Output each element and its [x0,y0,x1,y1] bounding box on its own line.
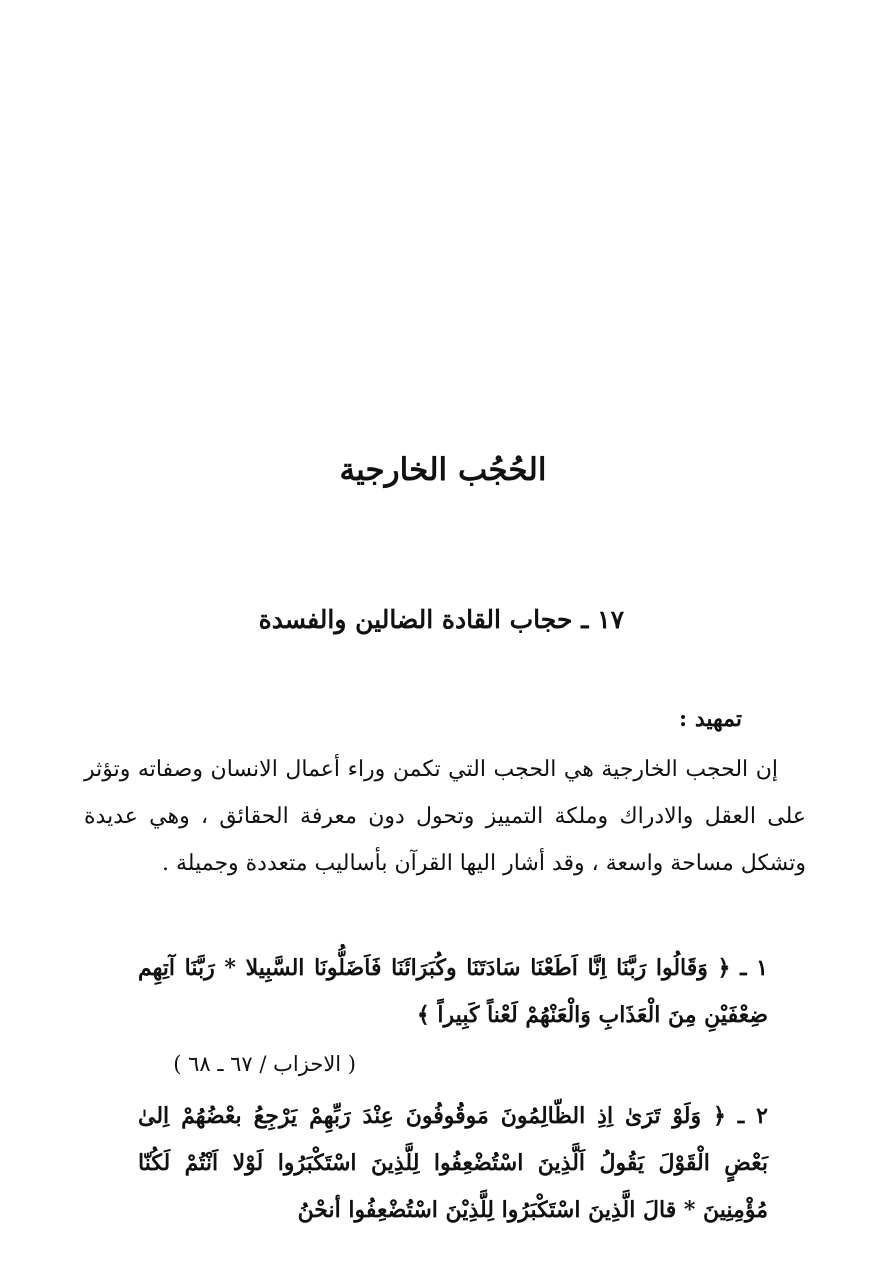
intro-paragraph-text: إن الحجب الخارجية هي الحجب التي تكمن وراء أعمال الانسان وصفاته وتؤثر على العقل والادراك وملكة التمييز وتحول دون معرفة الحقائق ، وهي عديدة وتشكل مساحة واسعة ، وقد أشار اليها القرآن بأساليب متعددة وجميلة . [84,757,806,876]
intro-label: تمهيد : [679,706,742,732]
section-heading: ١٧ ـ حجاب القادة الضالين والفسدة [258,605,624,634]
intro-paragraph [84,746,806,887]
verse-reference: ( الاحزاب / ٦٧ ـ ٦٨ ) [173,1052,356,1076]
main-heading: الحُجُب الخارجية [339,452,547,488]
quran-verse-2: ٢ ـ ﴿ وَلَوْ تَرَىٰ اِذِ الظّالِمُونَ مَوقُوفُونَ عِنْدَ رَبِّهِمْ يَرْجِعُ بعْضُهُمْ اِلىٰ بَعْضٍ الْقَوْلَ يَقُولُ اَلَّذِينَ اسْتُضْعِفُوا لِلَّذِينَ اسْتَكْبَرُوا لَوْلا اَنْتُمْ لَكُنّا مُؤْمِنِينَ * قالَ الَّذِينَ اسْتَكْبَرُوا لِلَّذِيْنَ اسْتُضْعِفُوا أنحْنُ [138,1103,768,1223]
quran-verse-1: ١ ـ ﴿ وَقَالُوا رَبَّنَا اِنَّا اَطَعْنَا سَادَتَنَا وكُبَرَائَنَا فَاَضَلُّونَا السَّبِيلا * رَبَّنَا آتِهِم ضِعْفَيْنِ مِنَ الْعَذَابِ وَالْعَنْهُمْ لَعْناً كَبِيراً ﴾ [138,955,768,1028]
